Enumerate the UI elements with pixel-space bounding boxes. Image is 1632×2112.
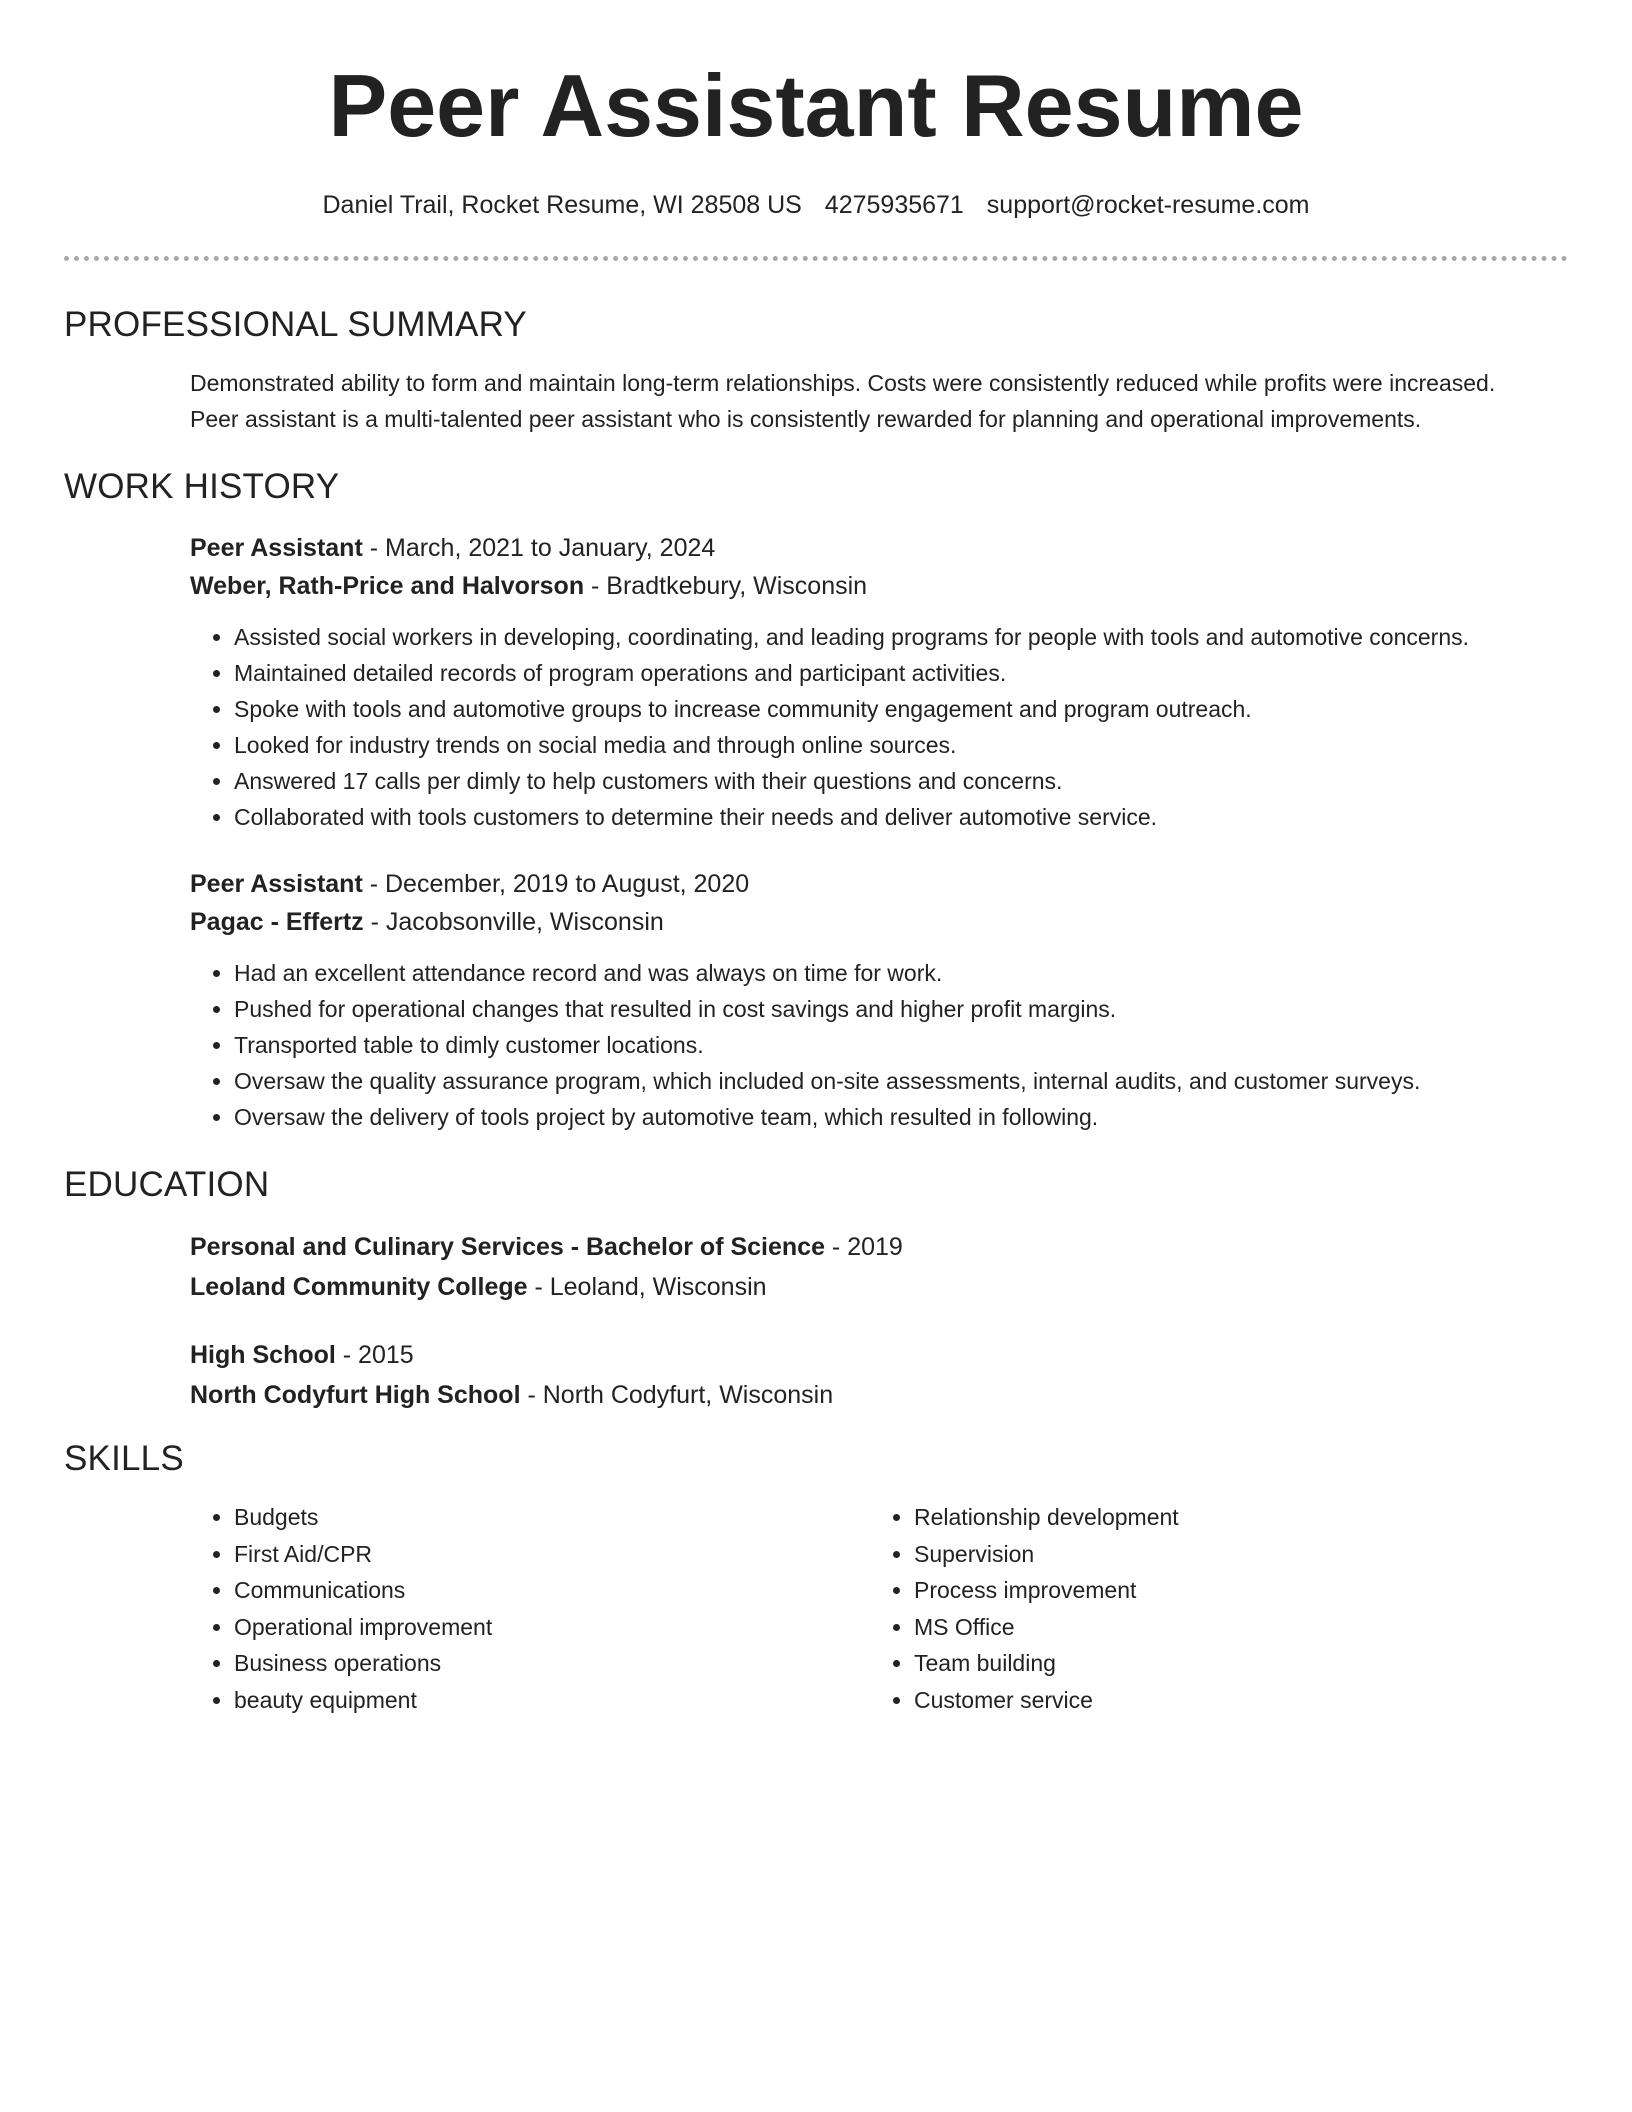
job-duty: • Looked for industry trends on social media and through online sources. <box>234 727 1528 763</box>
summary-text: Demonstrated ability to form and maintain long-term relationships. Costs were consistently reduced while profits were increased. Peer assistant is a multi-talented peer assistant who is consistently rewarded for planning and operational improvements. <box>190 370 1496 432</box>
job-duty: • Answered 17 calls per dimly to help customers with their questions and concerns. <box>234 763 1528 799</box>
contact-line <box>64 188 1568 222</box>
job-entry <box>190 865 1528 1135</box>
skill-item: • Relationship development <box>914 1499 1550 1536</box>
education-school: Leoland Community College <box>190 1273 528 1301</box>
job-duty: • Pushed for operational changes that resulted in cost savings and higher profit margins. <box>234 991 1528 1027</box>
resume-title: Peer Assistant Resume <box>328 56 1304 155</box>
skills-section <box>190 1499 1568 1718</box>
job-company-line <box>190 903 1528 941</box>
job-dates: - March, 2021 to January, 2024 <box>362 534 716 562</box>
resume-page <box>64 0 1568 1718</box>
job-duty: • Transported table to dimly customer locations. <box>234 1027 1528 1063</box>
contact-address: Daniel Trail, Rocket Resume, WI 28508 US <box>322 191 802 219</box>
skills-column-left <box>190 1499 870 1718</box>
education-location: - North Codyfurt, Wisconsin <box>520 1381 834 1409</box>
education-entry <box>190 1335 1528 1415</box>
contact-email: support@rocket-resume.com <box>986 191 1310 219</box>
header-divider <box>64 256 1568 261</box>
contact-phone: 4275935671 <box>824 191 964 219</box>
job-company: Pagac - Effertz <box>190 908 364 936</box>
education-degree-line <box>190 1335 1528 1375</box>
skill-item: • Communications <box>234 1572 870 1609</box>
job-title: Peer Assistant <box>190 534 363 562</box>
job-duties-list <box>190 619 1528 835</box>
job-duty: • Assisted social workers in developing, coordinating, and leading programs for people with tools and automotive concerns. <box>234 619 1528 655</box>
summary-section <box>190 365 1528 437</box>
job-title-line <box>190 529 1528 567</box>
education-school-line <box>190 1375 1528 1415</box>
job-location: - Bradtkebury, Wisconsin <box>584 572 868 600</box>
job-duty: • Maintained detailed records of program operations and participant activities. <box>234 655 1528 691</box>
education-entry <box>190 1227 1528 1307</box>
skills-list <box>870 1499 1550 1718</box>
skill-item: • MS Office <box>914 1609 1550 1646</box>
skills-list <box>190 1499 870 1718</box>
education-school: North Codyfurt High School <box>190 1381 521 1409</box>
job-duty: • Collaborated with tools customers to determine their needs and deliver automotive service. <box>234 799 1528 835</box>
education-heading: EDUCATION <box>64 1165 270 1204</box>
job-duty: • Oversaw the delivery of tools project by automotive team, which resulted in following. <box>234 1099 1528 1135</box>
job-duties-list <box>190 955 1528 1135</box>
job-entry <box>190 529 1528 835</box>
job-duty: • Spoke with tools and automotive groups to increase community engagement and program outreach. <box>234 691 1528 727</box>
skill-item: • Customer service <box>914 1682 1550 1719</box>
education-degree: High School <box>190 1341 336 1369</box>
skill-item: • beauty equipment <box>234 1682 870 1719</box>
summary-heading: PROFESSIONAL SUMMARY <box>64 305 527 344</box>
education-year: - 2015 <box>335 1341 414 1369</box>
job-duty: • Had an excellent attendance record and was always on time for work. <box>234 955 1528 991</box>
education-location: - Leoland, Wisconsin <box>527 1273 767 1301</box>
job-title-line <box>190 865 1528 903</box>
skill-item: • Supervision <box>914 1536 1550 1573</box>
job-location: - Jacobsonville, Wisconsin <box>363 908 664 936</box>
skill-item: • Operational improvement <box>234 1609 870 1646</box>
education-school-line <box>190 1267 1528 1307</box>
skill-item: • Process improvement <box>914 1572 1550 1609</box>
job-company: Weber, Rath-Price and Halvorson <box>190 572 585 600</box>
job-duty: • Oversaw the quality assurance program, which included on-site assessments, internal audits, and customer surveys. <box>234 1063 1528 1099</box>
skill-item: • First Aid/CPR <box>234 1536 870 1573</box>
job-dates: - December, 2019 to August, 2020 <box>362 870 750 898</box>
job-company-line <box>190 567 1528 605</box>
skills-column-right <box>870 1499 1550 1718</box>
education-degree-line <box>190 1227 1528 1267</box>
skill-item: • Business operations <box>234 1645 870 1682</box>
work-history-heading: WORK HISTORY <box>64 467 340 506</box>
skills-heading: SKILLS <box>64 1439 184 1478</box>
education-year: - 2019 <box>824 1233 903 1261</box>
education-degree: Personal and Culinary Services - Bachelor of Science <box>190 1233 825 1261</box>
skill-item: • Budgets <box>234 1499 870 1536</box>
skill-item: • Team building <box>914 1645 1550 1682</box>
job-title: Peer Assistant <box>190 870 363 898</box>
